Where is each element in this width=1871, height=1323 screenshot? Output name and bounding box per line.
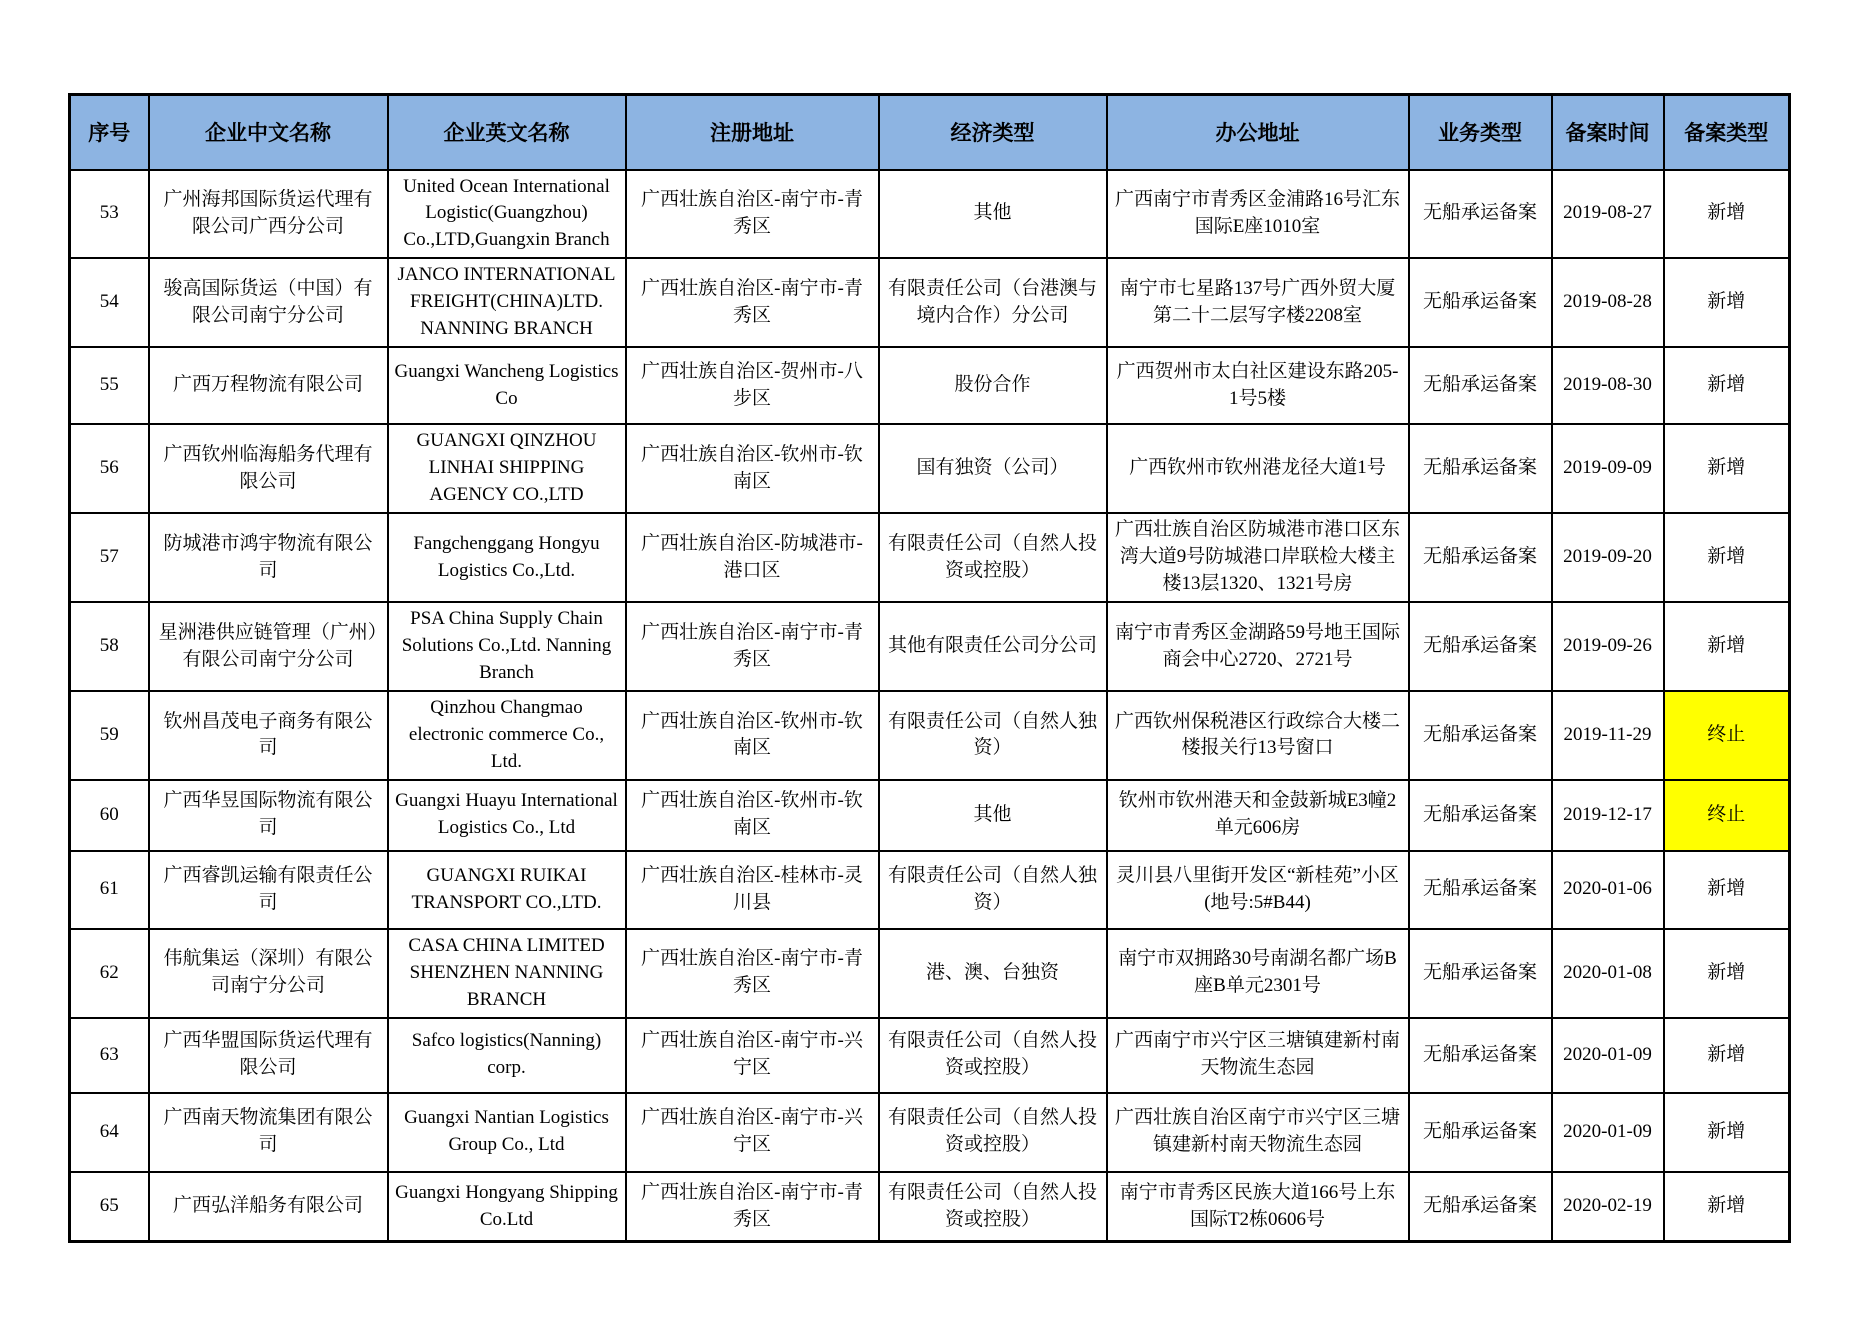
header-row (70, 95, 1790, 170)
cell-office_addr: 南宁市七星路137号广西外贸大厦第二十二层写字楼2208室 (1107, 258, 1409, 347)
table-row (70, 929, 1790, 1018)
cell-econ_type: 有限责任公司（自然人投资或控股） (879, 1172, 1107, 1242)
cell-cn: 广西南天物流集团有限公司 (149, 1093, 388, 1172)
cell-date: 2019-09-09 (1552, 424, 1664, 513)
cell-en: CASA CHINA LIMITED SHENZHEN NANNING BRANCH (388, 929, 626, 1018)
cell-filing_type: 新增 (1664, 424, 1790, 513)
table-row (70, 347, 1790, 424)
cell-reg_addr: 广西壮族自治区-南宁市-兴宁区 (626, 1018, 879, 1093)
cell-no: 58 (70, 602, 149, 691)
cell-en: United Ocean International Logistic(Guangzhou) Co.,LTD,Guangxin Branch (388, 170, 626, 259)
cell-en: Guangxi Wancheng Logistics Co (388, 347, 626, 424)
cell-cn: 伟航集运（深圳）有限公司南宁分公司 (149, 929, 388, 1018)
company-filing-table-wrap (68, 93, 1788, 1243)
cell-reg_addr: 广西壮族自治区-南宁市-青秀区 (626, 929, 879, 1018)
cell-cn: 星洲港供应链管理（广州）有限公司南宁分公司 (149, 602, 388, 691)
table-row (70, 602, 1790, 691)
cell-biz_type: 无船承运备案 (1409, 170, 1552, 259)
cell-en: Guangxi Hongyang Shipping Co.Ltd (388, 1172, 626, 1242)
cell-no: 55 (70, 347, 149, 424)
cell-biz_type: 无船承运备案 (1409, 424, 1552, 513)
cell-cn: 广西睿凯运输有限责任公司 (149, 851, 388, 929)
cell-date: 2019-09-26 (1552, 602, 1664, 691)
cell-date: 2020-01-09 (1552, 1018, 1664, 1093)
cell-no: 54 (70, 258, 149, 347)
cell-office_addr: 灵川县八里街开发区“新桂苑”小区(地号:5#B44) (1107, 851, 1409, 929)
cell-reg_addr: 广西壮族自治区-南宁市-青秀区 (626, 602, 879, 691)
cell-en: PSA China Supply Chain Solutions Co.,Ltd. Nanning Branch (388, 602, 626, 691)
cell-office_addr: 广西钦州保税港区行政综合大楼二楼报关行13号窗口 (1107, 691, 1409, 780)
column-header-biz_type: 业务类型 (1409, 95, 1552, 170)
cell-cn: 广西华昱国际物流有限公司 (149, 780, 388, 851)
cell-en: Qinzhou Changmao electronic commerce Co., Ltd. (388, 691, 626, 780)
cell-en: JANCO INTERNATIONAL FREIGHT(CHINA)LTD. NANNING BRANCH (388, 258, 626, 347)
cell-cn: 骏高国际货运（中国）有限公司南宁分公司 (149, 258, 388, 347)
cell-biz_type: 无船承运备案 (1409, 258, 1552, 347)
cell-biz_type: 无船承运备案 (1409, 347, 1552, 424)
cell-no: 64 (70, 1093, 149, 1172)
cell-date: 2019-11-29 (1552, 691, 1664, 780)
table-row (70, 691, 1790, 780)
cell-cn: 广西钦州临海船务代理有限公司 (149, 424, 388, 513)
cell-biz_type: 无船承运备案 (1409, 851, 1552, 929)
cell-office_addr: 钦州市钦州港天和金鼓新城E3幢2单元606房 (1107, 780, 1409, 851)
column-header-date: 备案时间 (1552, 95, 1664, 170)
cell-no: 60 (70, 780, 149, 851)
cell-date: 2020-01-09 (1552, 1093, 1664, 1172)
column-header-office_addr: 办公地址 (1107, 95, 1409, 170)
cell-econ_type: 国有独资（公司） (879, 424, 1107, 513)
cell-reg_addr: 广西壮族自治区-钦州市-钦南区 (626, 691, 879, 780)
cell-filing_type: 新增 (1664, 602, 1790, 691)
cell-no: 56 (70, 424, 149, 513)
table-row (70, 1172, 1790, 1242)
cell-en: Guangxi Huayu International Logistics Co., Ltd (388, 780, 626, 851)
cell-biz_type: 无船承运备案 (1409, 691, 1552, 780)
cell-cn: 防城港市鸿宇物流有限公司 (149, 513, 388, 602)
cell-office_addr: 南宁市青秀区金湖路59号地王国际商会中心2720、2721号 (1107, 602, 1409, 691)
cell-date: 2019-09-20 (1552, 513, 1664, 602)
cell-econ_type: 其他 (879, 170, 1107, 259)
cell-filing_type: 终止 (1664, 691, 1790, 780)
cell-date: 2020-01-08 (1552, 929, 1664, 1018)
cell-date: 2019-12-17 (1552, 780, 1664, 851)
company-filing-table (68, 93, 1791, 1243)
column-header-econ_type: 经济类型 (879, 95, 1107, 170)
cell-no: 65 (70, 1172, 149, 1242)
cell-office_addr: 广西贺州市太白社区建设东路205-1号5楼 (1107, 347, 1409, 424)
column-header-en: 企业英文名称 (388, 95, 626, 170)
cell-en: GUANGXI RUIKAI TRANSPORT CO.,LTD. (388, 851, 626, 929)
cell-office_addr: 南宁市青秀区民族大道166号上东国际T2栋0606号 (1107, 1172, 1409, 1242)
cell-reg_addr: 广西壮族自治区-南宁市-青秀区 (626, 170, 879, 259)
cell-biz_type: 无船承运备案 (1409, 1093, 1552, 1172)
cell-econ_type: 其他 (879, 780, 1107, 851)
cell-filing_type: 新增 (1664, 513, 1790, 602)
cell-no: 59 (70, 691, 149, 780)
cell-office_addr: 广西南宁市青秀区金浦路16号汇东国际E座1010室 (1107, 170, 1409, 259)
cell-office_addr: 广西南宁市兴宁区三塘镇建新村南天物流生态园 (1107, 1018, 1409, 1093)
cell-cn: 广西华盟国际货运代理有限公司 (149, 1018, 388, 1093)
column-header-reg_addr: 注册地址 (626, 95, 879, 170)
cell-econ_type: 股份合作 (879, 347, 1107, 424)
cell-no: 61 (70, 851, 149, 929)
cell-econ_type: 有限责任公司（自然人投资或控股） (879, 1093, 1107, 1172)
cell-date: 2020-01-06 (1552, 851, 1664, 929)
cell-reg_addr: 广西壮族自治区-桂林市-灵川县 (626, 851, 879, 929)
cell-en: Fangchenggang Hongyu Logistics Co.,Ltd. (388, 513, 626, 602)
column-header-no: 序号 (70, 95, 149, 170)
cell-econ_type: 有限责任公司（自然人独资） (879, 851, 1107, 929)
cell-no: 57 (70, 513, 149, 602)
cell-reg_addr: 广西壮族自治区-南宁市-兴宁区 (626, 1093, 879, 1172)
cell-date: 2020-02-19 (1552, 1172, 1664, 1242)
table-row (70, 170, 1790, 259)
cell-reg_addr: 广西壮族自治区-南宁市-青秀区 (626, 258, 879, 347)
cell-biz_type: 无船承运备案 (1409, 1018, 1552, 1093)
cell-filing_type: 新增 (1664, 1172, 1790, 1242)
cell-en: GUANGXI QINZHOU LINHAI SHIPPING AGENCY CO.,LTD (388, 424, 626, 513)
cell-office_addr: 广西壮族自治区南宁市兴宁区三塘镇建新村南天物流生态园 (1107, 1093, 1409, 1172)
cell-cn: 钦州昌茂电子商务有限公司 (149, 691, 388, 780)
cell-biz_type: 无船承运备案 (1409, 1172, 1552, 1242)
cell-office_addr: 广西壮族自治区防城港市港口区东湾大道9号防城港口岸联检大楼主楼13层1320、1321号房 (1107, 513, 1409, 602)
table-row (70, 424, 1790, 513)
cell-reg_addr: 广西壮族自治区-贺州市-八步区 (626, 347, 879, 424)
cell-econ_type: 有限责任公司（自然人独资） (879, 691, 1107, 780)
cell-econ_type: 港、澳、台独资 (879, 929, 1107, 1018)
cell-econ_type: 有限责任公司（自然人投资或控股） (879, 513, 1107, 602)
cell-reg_addr: 广西壮族自治区-钦州市-钦南区 (626, 780, 879, 851)
cell-no: 63 (70, 1018, 149, 1093)
cell-no: 53 (70, 170, 149, 259)
cell-econ_type: 有限责任公司（自然人投资或控股） (879, 1018, 1107, 1093)
cell-cn: 广西弘洋船务有限公司 (149, 1172, 388, 1242)
cell-filing_type: 新增 (1664, 1018, 1790, 1093)
cell-cn: 广西万程物流有限公司 (149, 347, 388, 424)
table-row (70, 851, 1790, 929)
cell-filing_type: 新增 (1664, 347, 1790, 424)
cell-biz_type: 无船承运备案 (1409, 602, 1552, 691)
cell-filing_type: 新增 (1664, 1093, 1790, 1172)
cell-office_addr: 南宁市双拥路30号南湖名都广场B座B单元2301号 (1107, 929, 1409, 1018)
cell-biz_type: 无船承运备案 (1409, 780, 1552, 851)
cell-filing_type: 新增 (1664, 851, 1790, 929)
cell-date: 2019-08-28 (1552, 258, 1664, 347)
cell-filing_type: 终止 (1664, 780, 1790, 851)
cell-en: Guangxi Nantian Logistics Group Co., Ltd (388, 1093, 626, 1172)
cell-date: 2019-08-30 (1552, 347, 1664, 424)
cell-econ_type: 有限责任公司（台港澳与境内合作）分公司 (879, 258, 1107, 347)
cell-reg_addr: 广西壮族自治区-防城港市-港口区 (626, 513, 879, 602)
column-header-filing_type: 备案类型 (1664, 95, 1790, 170)
table-row (70, 1018, 1790, 1093)
cell-biz_type: 无船承运备案 (1409, 513, 1552, 602)
table-row (70, 513, 1790, 602)
cell-no: 62 (70, 929, 149, 1018)
cell-office_addr: 广西钦州市钦州港龙径大道1号 (1107, 424, 1409, 513)
cell-date: 2019-08-27 (1552, 170, 1664, 259)
cell-biz_type: 无船承运备案 (1409, 929, 1552, 1018)
cell-econ_type: 其他有限责任公司分公司 (879, 602, 1107, 691)
cell-en: Safco logistics(Nanning) corp. (388, 1018, 626, 1093)
cell-cn: 广州海邦国际货运代理有限公司广西分公司 (149, 170, 388, 259)
table-row (70, 780, 1790, 851)
column-header-cn: 企业中文名称 (149, 95, 388, 170)
cell-reg_addr: 广西壮族自治区-钦州市-钦南区 (626, 424, 879, 513)
cell-filing_type: 新增 (1664, 170, 1790, 259)
cell-filing_type: 新增 (1664, 258, 1790, 347)
cell-filing_type: 新增 (1664, 929, 1790, 1018)
cell-reg_addr: 广西壮族自治区-南宁市-青秀区 (626, 1172, 879, 1242)
table-row (70, 258, 1790, 347)
table-row (70, 1093, 1790, 1172)
